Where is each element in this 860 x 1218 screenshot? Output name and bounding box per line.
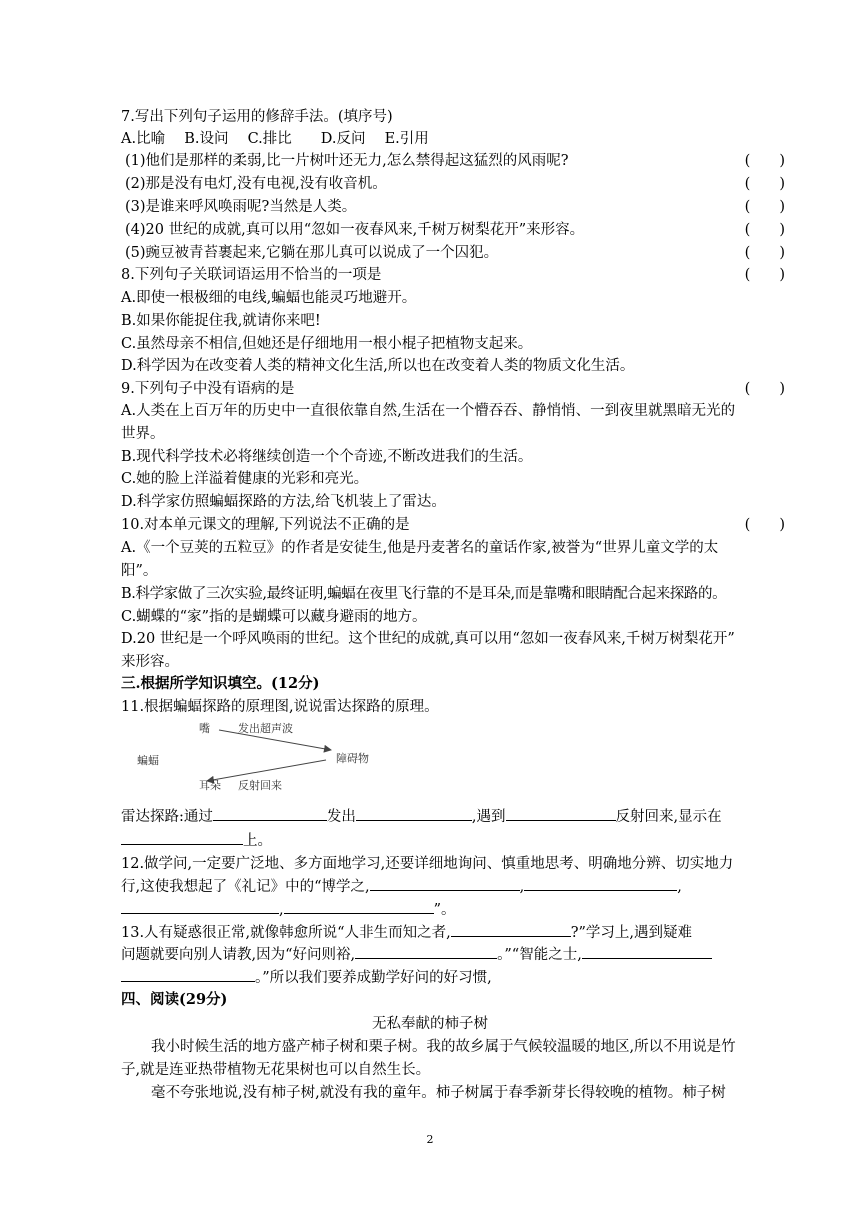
passage-p2-line-1: 毫不夸张地说,没有柿子树,就没有我的童年。柿子树属于春季新芽长得较晚的植物。柿子树 bbox=[151, 1085, 726, 1101]
q10-option-d: D.20 世纪是一个呼风唤雨的世纪。这个世纪的成就,真可以用“忽如一夜春风来,千树万树梨花开” bbox=[121, 631, 735, 647]
q9-option-b: B.现代科学技术必将继续创造一个个奇迹,不断改进我们的生活。 bbox=[121, 449, 533, 465]
q8-answer[interactable]: ( ) bbox=[744, 267, 785, 283]
q12-line-2 bbox=[121, 876, 682, 898]
q9-answer[interactable]: ( ) bbox=[744, 381, 785, 397]
q9-title: 9.下列句子中没有语病的是 bbox=[121, 381, 295, 397]
q12-comma-1: , bbox=[519, 879, 525, 895]
radar-meet-text: ,遇到 bbox=[471, 809, 506, 825]
passage-title: 无私奉献的柿子树 bbox=[372, 1016, 488, 1032]
q13-text-1b: ?”学习上,遇到疑难 bbox=[570, 925, 692, 941]
radar-end-text: 上。 bbox=[243, 833, 272, 849]
diagram-bat-label: 蝙蝠 bbox=[137, 754, 159, 767]
q10-option-c: C.蝴蝶的“家”指的是蝴蝶可以藏身避雨的地方。 bbox=[121, 609, 427, 625]
q13-blank-4[interactable] bbox=[121, 967, 255, 982]
q7-answer-1[interactable]: ( ) bbox=[744, 153, 785, 169]
q8-option-c: C.虽然母亲不相信,但她还是仔细地用一根小棍子把植物支起来。 bbox=[121, 336, 533, 352]
q12-blank-1[interactable] bbox=[370, 876, 520, 891]
q11-radar-line-2 bbox=[121, 830, 272, 852]
diagram-emit-label: 发出超声波 bbox=[238, 722, 293, 735]
q12-blank-2[interactable] bbox=[524, 876, 677, 891]
q12-text: 行,这使我想起了《礼记》中的“博学之, bbox=[121, 879, 370, 895]
q7-answer-2[interactable]: ( ) bbox=[744, 176, 785, 192]
q7-answer-4[interactable]: ( ) bbox=[744, 222, 785, 238]
page-number: 2 bbox=[426, 1133, 434, 1146]
q12-blank-3[interactable] bbox=[121, 899, 279, 914]
q13-text-2a: 问题就要向别人请教,因为“好问则裕, bbox=[121, 947, 356, 963]
q7-answer-5[interactable]: ( ) bbox=[744, 245, 785, 261]
diagram-mouth-label: 嘴 bbox=[199, 722, 210, 735]
q9-option-a: A.人类在上百万年的历史中一直很依靠自然,生活在一个懵吞吞、静悄悄、一到夜里就黑暗无光的 bbox=[121, 403, 736, 419]
q13-text-3: 。”所以我们要养成勤学好问的好习惯, bbox=[255, 970, 492, 986]
q13-blank-3[interactable] bbox=[582, 944, 712, 959]
q8-title: 8.下列句子关联词语运用不恰当的一项是 bbox=[121, 267, 382, 283]
passage-p1-line-1: 我小时候生活的地方盛产柿子树和栗子树。我的故乡属于气候较温暖的地区,所以不用说是竹 bbox=[151, 1039, 736, 1055]
q8-option-b: B.如果你能捉住我,就请你来吧! bbox=[121, 313, 321, 329]
q9-option-c: C.她的脸上洋溢着健康的光彩和亮光。 bbox=[121, 471, 369, 487]
q13-blank-2[interactable] bbox=[355, 944, 497, 959]
q7-item-2: (2)那是没有电灯,没有电视,没有收音机。 bbox=[125, 176, 387, 192]
q11-radar-line bbox=[121, 806, 722, 828]
q12-line-3 bbox=[121, 899, 456, 921]
q10-option-a: A.《一个豆荚的五粒豆》的作者是安徒生,他是丹麦著名的童话作家,被誉为“世界儿童文学的太 bbox=[121, 540, 719, 556]
q8-option-d: D.科学因为在改变着人类的精神文化生活,所以也在改变着人类的物质文化生活。 bbox=[121, 358, 635, 374]
diagram-ear-label: 耳朵 bbox=[199, 779, 221, 792]
q13-text-1a: 13.人有疑惑很正常,就像韩愈所说“人非生而知之者, bbox=[121, 925, 451, 941]
q10-title: 10.对本单元课文的理解,下列说法不正确的是 bbox=[121, 517, 410, 533]
q10-answer[interactable]: ( ) bbox=[744, 517, 785, 533]
q7-title: 7.写出下列句子运用的修辞手法。(填序号) bbox=[121, 109, 393, 125]
q12-line-1: 12.做学问,一定要广泛地、多方面地学习,还要详细地询问、慎重地思考、明确地分辨、切实地力 bbox=[121, 856, 734, 872]
q13-line-1 bbox=[121, 922, 692, 944]
q10-option-d-cont: 来形容。 bbox=[121, 654, 179, 670]
q12-blank-4[interactable] bbox=[284, 899, 434, 914]
q13-text-2b: 。”“智能之士, bbox=[497, 947, 582, 963]
passage-p1-line-2: 子,就是连亚热带植物无花果树也可以自然生长。 bbox=[121, 1062, 431, 1078]
q7-item-1: (1)他们是那样的柔弱,比一片树叶还无力,怎么禁得起这猛烈的风雨呢? bbox=[125, 153, 569, 169]
diagram-reflect-label: 反射回来 bbox=[238, 779, 282, 792]
q7-item-5: (5)豌豆被青苔裹起来,它躺在那儿真可以说成了一个囚犯。 bbox=[125, 245, 499, 261]
q10-option-b: B.科学家做了三次实验,最终证明,蝙蝠在夜里飞行靠的不是耳朵,而是靠嘴和眼睛配合起来探路的。 bbox=[121, 586, 727, 602]
radar-blank-1[interactable] bbox=[213, 806, 327, 821]
section-4-heading: 四、阅读(29分) bbox=[121, 991, 228, 1008]
section-3-heading: 三.根据所学知识填空。(12分) bbox=[121, 675, 320, 692]
q12-comma-2: , bbox=[677, 879, 682, 895]
radar-label: 雷达探路:通过 bbox=[121, 809, 213, 825]
q11-title: 11.根据蝙蝠探路的原理图,说说雷达探路的原理。 bbox=[121, 699, 439, 715]
q13-line-2 bbox=[121, 944, 712, 966]
q10-option-a-cont: 阳”。 bbox=[121, 563, 158, 579]
diagram-obstacle-label: 障碍物 bbox=[336, 752, 369, 765]
radar-blank-3[interactable] bbox=[506, 806, 616, 821]
radar-blank-2[interactable] bbox=[356, 806, 472, 821]
q7-item-4: (4)20 世纪的成就,真可以用“忽如一夜春风来,千树万树梨花开”来形容。 bbox=[125, 222, 585, 238]
q12-comma-3: , bbox=[279, 902, 284, 918]
radar-blank-4[interactable] bbox=[121, 830, 243, 845]
q7-answer-3[interactable]: ( ) bbox=[744, 199, 785, 215]
q7-options: A.比喻 B.设问 C.排比 D.反问 E.引用 bbox=[121, 131, 429, 147]
radar-reflect-text: 反射回来,显示在 bbox=[615, 809, 722, 825]
q7-item-3: (3)是谁来呼风唤雨呢?当然是人类。 bbox=[125, 199, 357, 215]
q13-line-3 bbox=[121, 967, 492, 989]
bat-echolocation-diagram bbox=[121, 718, 421, 792]
q8-option-a: A.即使一根极细的电线,蝙蝠也能灵巧地避开。 bbox=[121, 290, 417, 306]
q9-option-a-cont: 世界。 bbox=[121, 426, 165, 442]
radar-emit-text: 发出 bbox=[326, 809, 356, 825]
q13-blank-1[interactable] bbox=[451, 922, 571, 937]
q9-option-d: D.科学家仿照蝙蝠探路的方法,给飞机装上了雷达。 bbox=[121, 494, 446, 510]
q12-close: ”。 bbox=[433, 902, 456, 918]
